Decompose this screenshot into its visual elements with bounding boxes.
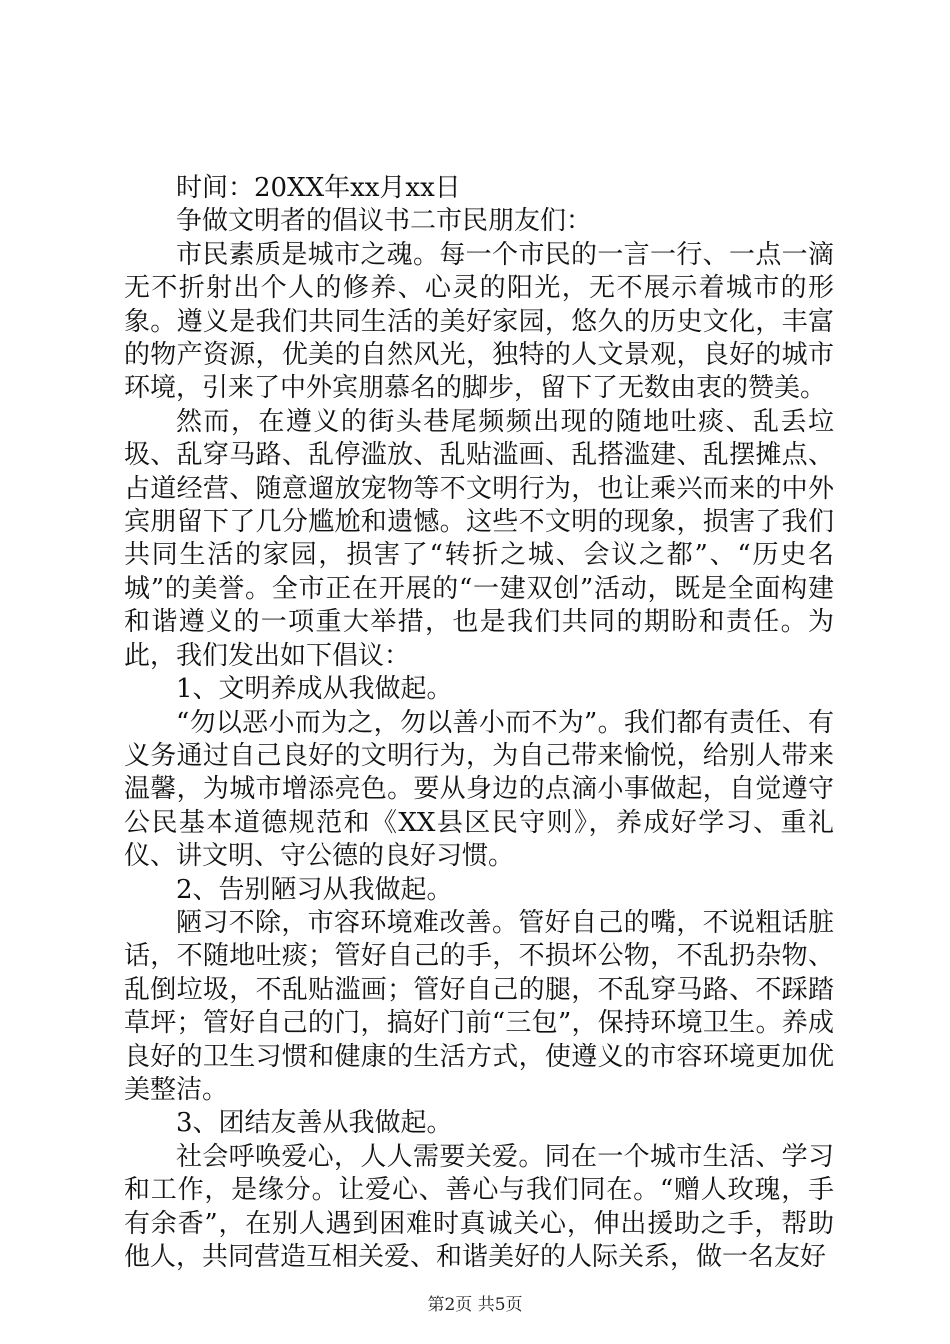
paragraph-item-3: 社会呼唤爱心，人人需要关爱。同在一个城市生活、学习和工作，是缘分。让爱心、善心与我们同在。“赠人玫瑰，手有余香”，在别人遇到困难时真诚关心，伸出援助之手，帮助他人，共同营造互相关爱、和谐美好的人际关系，做一名友好 xyxy=(124,1141,834,1272)
document-body xyxy=(124,172,834,1274)
paragraph-problems: 然而，在遵义的街头巷尾频频出现的随地吐痰、乱丢垃圾、乱穿马路、乱停滥放、乱贴滥画、乱搭滥建、乱摆摊点、占道经营、随意遛放宠物等不文明行为，也让乘兴而来的中外宾朋留下了几分尴尬和遗憾。这些不文明的现象，损害了我们共同生活的家园，损害了“转折之城、会议之都”、“历史名城”的美誉。全市正在开展的“一建双创”活动，既是全面构建和谐遵义的一项重大举措，也是我们共同的期盼和责任。为此，我们发出如下倡议： xyxy=(124,406,834,671)
page-number-footer: 第2页 共5页 xyxy=(427,1295,523,1315)
paragraph-intro: 市民素质是城市之魂。每一个市民的一言一行、一点一滴无不折射出个人的修养、心灵的阳光，无不展示着城市的形象。遵义是我们共同生活的美好家园，悠久的历史文化，丰富的物产资源，优美的自然风光，独特的人文景观，良好的城市环境，引来了中外宾朋慕名的脚步，留下了无数由衷的赞美。 xyxy=(124,239,834,404)
heading-item-2: 2、告别陋习从我做起。 xyxy=(176,874,453,905)
paragraph-item-2: 陋习不除，市容环境难改善。管好自己的嘴，不说粗话脏话，不随地吐痰；管好自己的手，不损坏公物，不乱扔杂物、乱倒垃圾，不乱贴滥画；管好自己的腿，不乱穿马路、不踩踏草坪；管好自己的门，搞好门前“三包”，保持环境卫生。养成良好的卫生习惯和健康的生活方式，使遵义的市容环境更加优美整洁。 xyxy=(124,907,834,1105)
title-salutation: 争做文明者的倡议书二市民朋友们： xyxy=(176,206,593,237)
paragraph-item-1: “勿以恶小而为之，勿以善小而不为”。我们都有责任、有义务通过自己良好的文明行为，为自己带来愉悦，给别人带来温馨，为城市增添亮色。要从身边的点滴小事做起，自觉遵守公民基本道德规范和《XX县区民守则》，养成好学习、重礼仪、讲文明、守公德的良好习惯。 xyxy=(124,707,834,872)
heading-item-1: 1、文明养成从我做起。 xyxy=(176,674,453,705)
heading-item-3: 3、团结友善从我做起。 xyxy=(176,1108,453,1139)
date-line: 时间：20XX年xx月xx日 xyxy=(176,173,461,203)
